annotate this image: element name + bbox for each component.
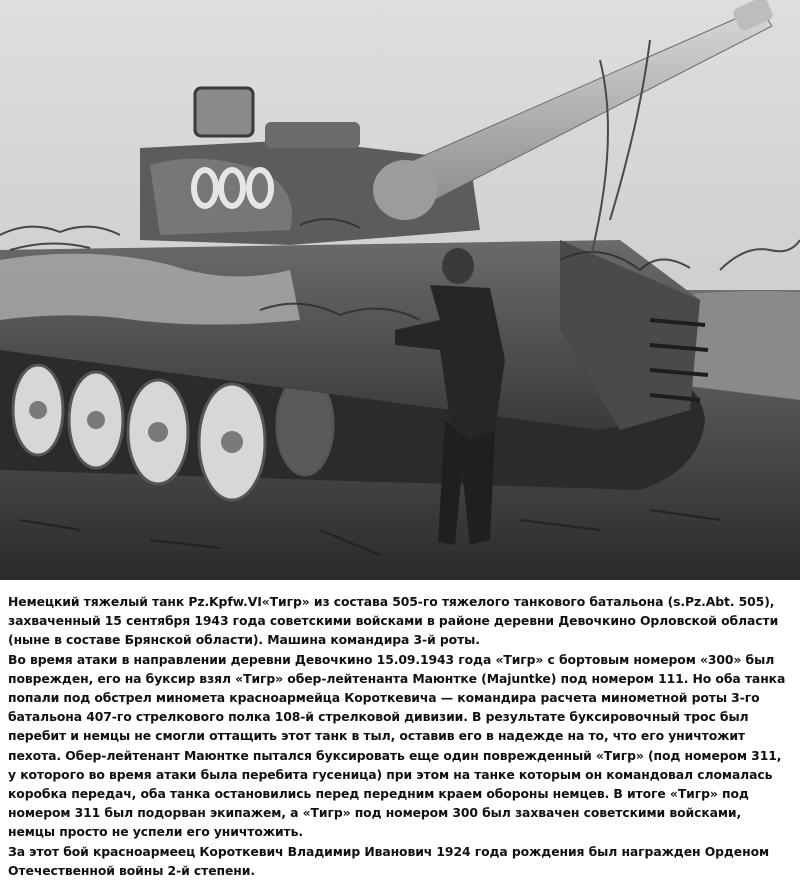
- stowage-box-lid: [195, 88, 253, 136]
- soldier-head: [442, 248, 474, 284]
- caption-paragraph-award: За этот бой красноармеец Короткевич Владимир Иванович 1924 года рождения был награжден Орденом Отечественной войны 2-й степени.: [8, 843, 770, 878]
- gun-mantlet: [373, 160, 437, 220]
- caption-paragraph-battle: Во время атаки в направлении деревни Девочкино 15.09.1943 года «Тигр» с бортовым номером «300» был поврежден, его на буксир взял «Тигр» обер-лейтенанта Маюнтке (Majuntke) под номером 111. Но оба танка попали под обстрел миномета красноармейца Короткевича — командира расчета минометной роты 3-го батальона 407-го стрелкового полка 108-й стрелковой дивизии. В результате буксировочный трос был перебит и немцы не смогли оттащить этот танк в тыл, оставив его в надежде на то, что его уничтожит пехота. Обер-лейтенант Маюнтке пытался буксировать еще один поврежденный «Тигр» (под номером 311, у которого во время атаки была перебита гусеница) при этом на танке которым он командовал сломалась коробка передач, оба танка остановились перед передним краем обороны немцев. В итоге «Тигр» под номером 311 был подорван экипажем, а «Тигр» под номером 300 был захвачен советскими войсками, немцы просто не успели его уничтожить.: [8, 651, 786, 840]
- commander-cupola: [265, 122, 360, 148]
- caption-paragraph-intro: Немецкий тяжелый танк Pz.Kpfw.VI«Тигр» из состава 505-го тяжелого танкового батальона (s.Pz.Abt. 505), захваченный 15 сентября 1943 года советскими войсками в районе деревни Девочкино Орловской области (ныне в составе Брянской области). Машина командира 3-й роты.: [8, 594, 779, 648]
- caption: [0, 580, 800, 889]
